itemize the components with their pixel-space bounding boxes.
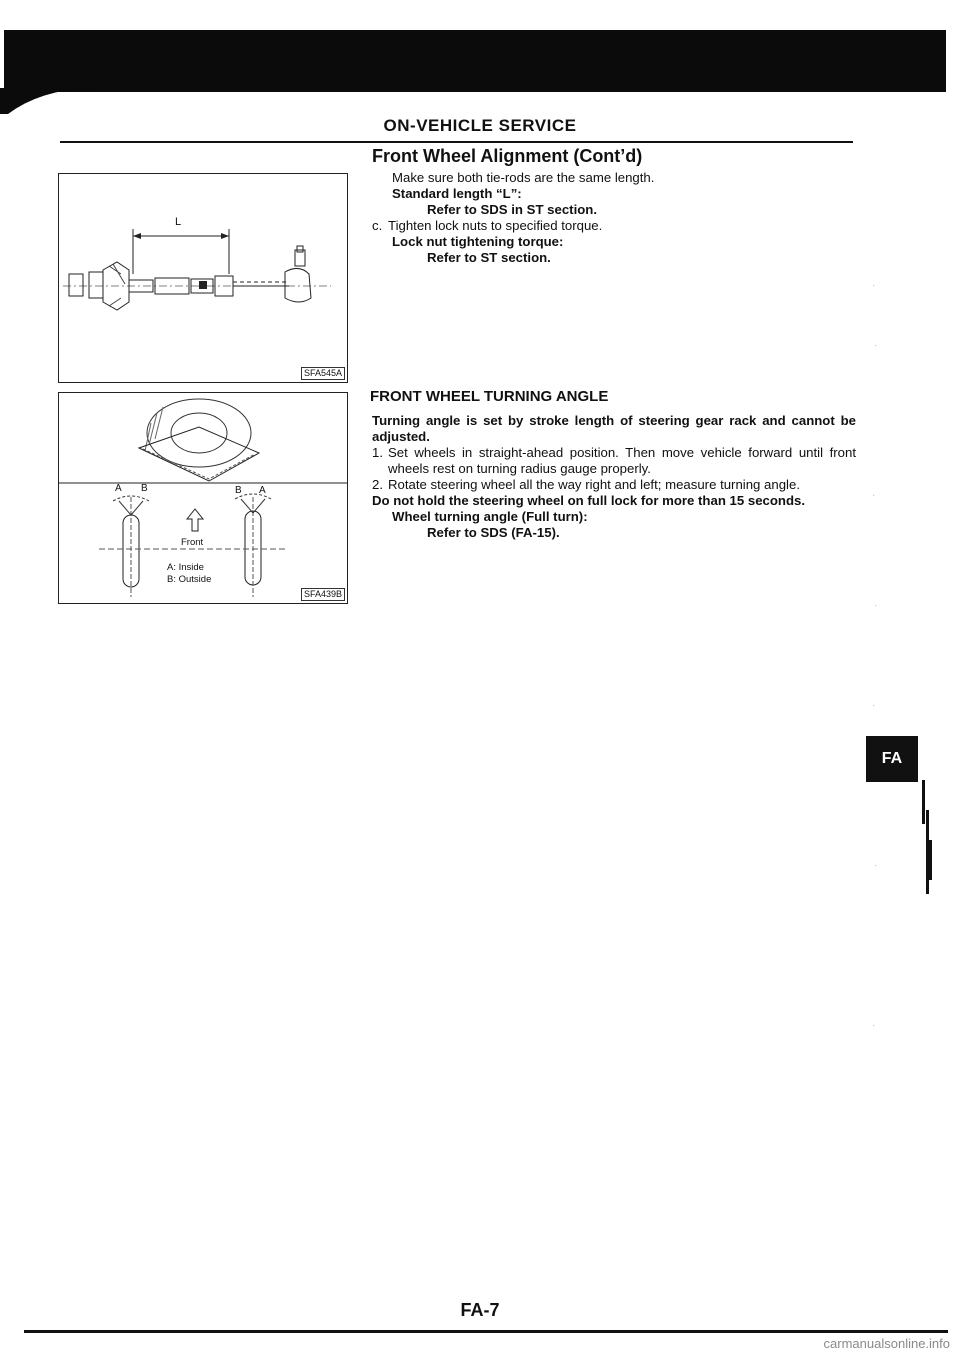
bottom-rule xyxy=(24,1330,948,1333)
legend-inside: A: Inside xyxy=(167,562,204,573)
dimension-label-l: L xyxy=(175,216,182,228)
tie-rod-drawing xyxy=(59,174,347,382)
step-c-number: c. xyxy=(372,218,383,233)
figure2-code: SFA439B xyxy=(301,588,345,601)
legend-outside: B: Outside xyxy=(167,574,212,585)
turning-angle-title: FRONT WHEEL TURNING ANGLE xyxy=(370,388,609,405)
same-length-note: Make sure both tie-rods are the same length. xyxy=(392,170,655,185)
alignment-text xyxy=(372,170,852,266)
standard-length-value: Refer to SDS in ST section. xyxy=(427,202,598,217)
bleed-mark: · xyxy=(874,860,878,871)
bleed-mark: · xyxy=(872,490,876,501)
step-c-text: Tighten lock nuts to specified torque. xyxy=(388,218,603,233)
turning-step-1 xyxy=(372,445,856,477)
step-2-number: 2. xyxy=(372,477,383,492)
turning-step-2 xyxy=(372,477,856,493)
step-c xyxy=(372,218,852,234)
step-2-text: Rotate steering wheel all the way right and left; measure turning angle. xyxy=(388,477,800,492)
turning-angle-text xyxy=(372,413,856,541)
tie-rod-figure xyxy=(58,173,348,383)
watermark: carmanualsonline.info xyxy=(823,1336,950,1351)
standard-length-label: Standard length “L”: xyxy=(392,186,522,201)
bleed-mark: · xyxy=(872,700,876,711)
figure1-code: SFA545A xyxy=(301,367,345,380)
edge-index-marks xyxy=(920,780,932,900)
section-title: ON-VEHICLE SERVICE xyxy=(383,116,577,135)
torque-value: Refer to ST section. xyxy=(427,250,551,265)
angle-label-b-left: B xyxy=(141,483,148,494)
angle-label-a-right: A xyxy=(259,485,266,496)
title-rule xyxy=(60,141,853,143)
step-1-number: 1. xyxy=(372,445,383,460)
angle-label-b-right: B xyxy=(235,485,242,496)
header-band-curl xyxy=(0,88,90,114)
bleed-mark: · xyxy=(874,340,878,351)
section-tab-label: FA xyxy=(881,750,903,767)
step-1-text: Set wheels in straight-ahead position. Then move vehicle forward until front wheels rest on turning radius gauge properly. xyxy=(388,445,856,476)
front-label: Front xyxy=(181,537,204,548)
page-subtitle: Front Wheel Alignment (Cont’d) xyxy=(372,146,643,166)
turning-intro: Turning angle is set by stroke length of steering gear rack and cannot be adjusted. xyxy=(372,413,856,444)
bleed-mark: · xyxy=(872,1020,876,1031)
turning-angle-label: Wheel turning angle (Full turn): xyxy=(392,509,588,524)
bleed-mark: · xyxy=(872,280,876,291)
turning-angle-value: Refer to SDS (FA-15). xyxy=(427,525,560,540)
turning-angle-figure xyxy=(58,392,348,604)
bleed-mark: · xyxy=(874,600,878,611)
header-band xyxy=(4,30,946,92)
angle-label-a-left: A xyxy=(115,483,122,494)
torque-label: Lock nut tightening torque: xyxy=(392,234,564,249)
page-number: FA-7 xyxy=(460,1300,500,1320)
section-tab-fa xyxy=(866,736,918,782)
turning-warning: Do not hold the steering wheel on full lock for more than 15 seconds. xyxy=(372,493,806,508)
